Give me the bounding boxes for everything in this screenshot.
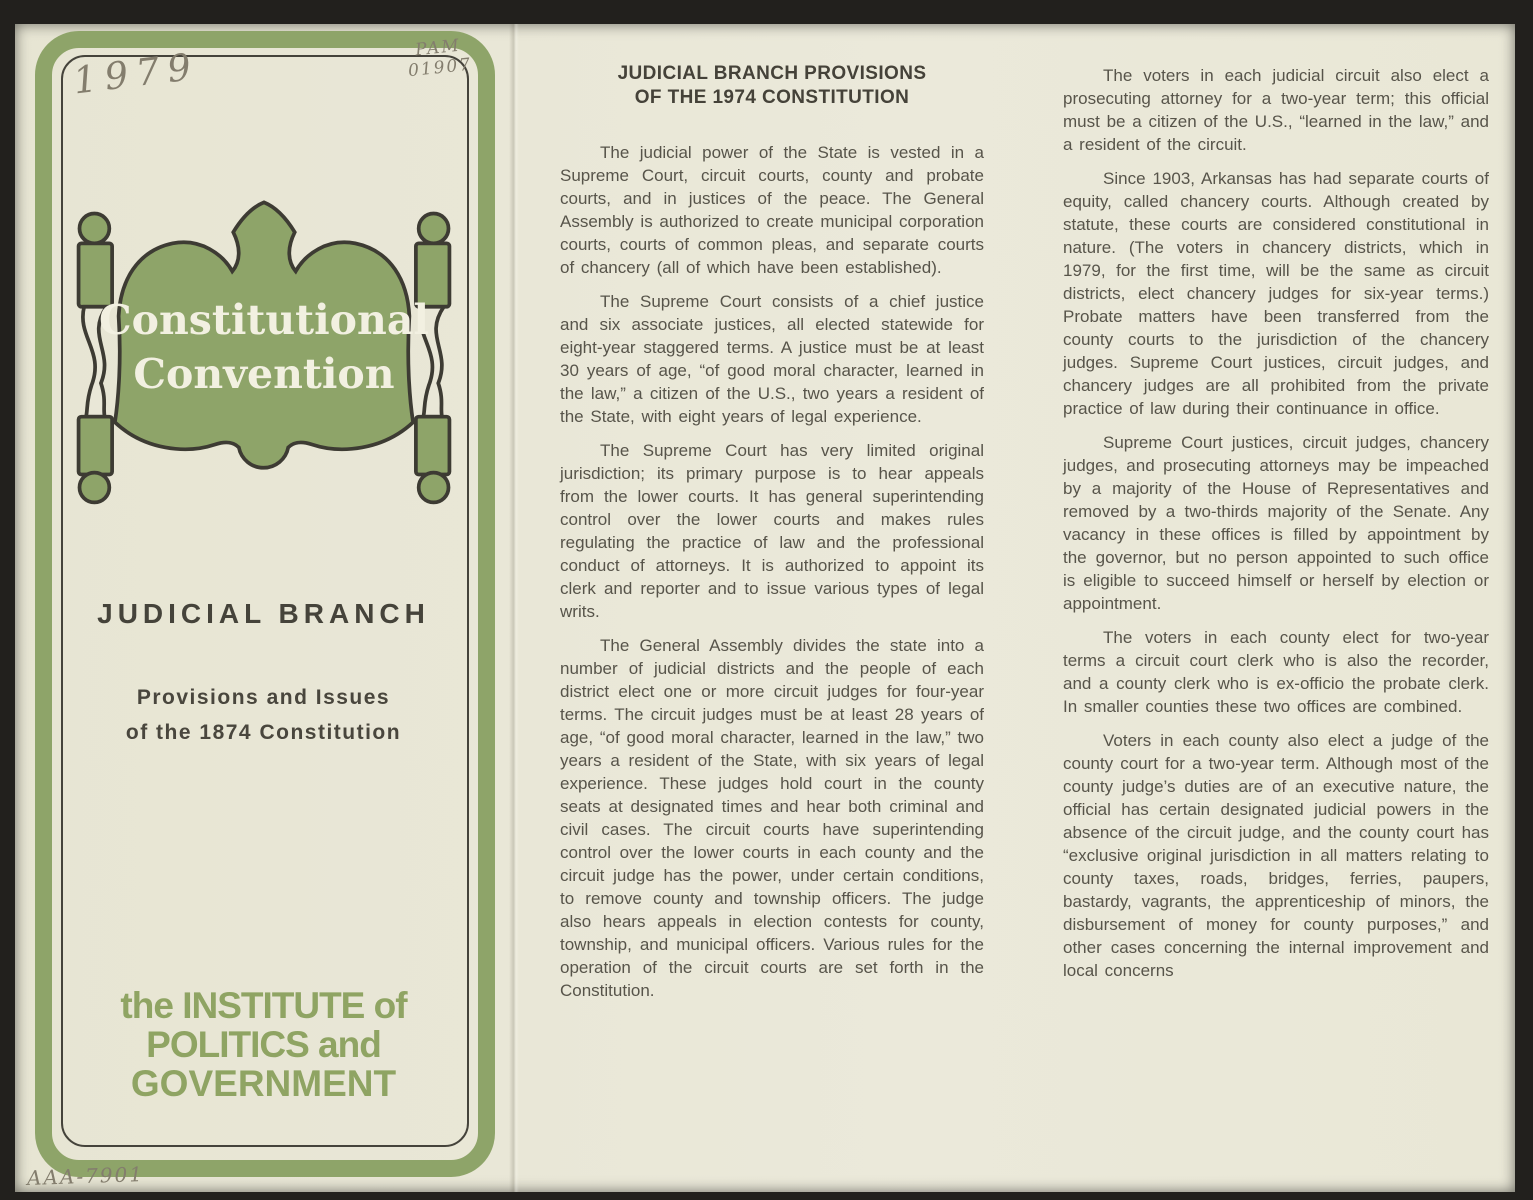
catalog-line-1: PAM [414,35,462,61]
article-paragraph: The voters in each judicial circuit also elect a prosecuting attorney for a two-year term; this official must be a citizen of the U.S., “learned in the law,” and a resident of the circuit. [1063,66,1489,154]
article-paragraph: Since 1903, Arkansas has had separate courts of equity, called chancery courts. Although created by statute, these courts are considered constitutional in nature. (The voters in chancery districts, which in 1979, for the first time, will be the same as circuit districts, elect chancery judges for six-year terms.) Probate matters have been transferred from the county courts to the jurisdiction of the chancery judges. Supreme Court justices, circuit judges, and chancery judges are all prohibited from the private practice of law during their continuance in office. [1063,169,1489,418]
cover-panel [15,24,512,1192]
article-paragraph: The General Assembly divides the state into a number of judicial districts and the people of each district elect one or more circuit judges for four-year terms. The circuit judges must be at least 28 years of age, “of good moral character, learned in the law,” two years a resident of the State, with six years of legal experience. These judges hold court in the county seats at designated times and hear both criminal and civil cases. The circuit courts have superintending control over the lower courts in each county and the circuit judge has the power, under certain conditions, to remove county and township officers. The judge also hears appeals in election contests for county, township, and municipal officers. Various rules for the operation of the circuit courts are set forth in the Constitution. [560,636,984,1000]
article-paragraph: The Supreme Court has very limited original jurisdiction; its primary purpose is to hear appeals from the lower courts. It has general superintending control over the lower courts and makes rules regulating the practice of law and the professional conduct of attorneys. It is authorized to appoint its clerk and reporter and to issue various types of legal writs. [560,441,984,621]
institute-logo-line-3: GOVERNMENT [130,1063,397,1104]
handwritten-catalog-number [405,35,473,81]
article-paragraph: Supreme Court justices, circuit judges, chancery judges, and prosecuting attorneys may be impeached by a majority of the House of Representatives and removed by a two-thirds majority of the Senate. Any vacancy in these offices is filled by appointment by the governor, but no person appointed to such office is eligible to succeed himself or herself by election or appointment. [1063,433,1489,613]
article-heading [560,62,984,110]
handwritten-year: 1979 [70,44,202,103]
article-paragraph: Voters in each county also elect a judge of the county court for a two-year term. Although most of the county judge’s duties are of an executive nature, the official has certain designated judicial powers in the absence of the circuit judge, and the county court has “exclusive original jurisdiction in all matters relating to county taxes, roads, bridges, ferries, paupers, bastardy, vagrants, the apprenticeship of minors, the disbursement of money for county purposes,” and other cases concerning the internal improvement and local concerns [1063,731,1489,980]
catalog-line-2: 01907 [407,54,474,82]
fold-crease [509,24,519,1192]
article-paragraph: The judicial power of the State is vested in a Supreme Court, circuit courts, county and probate courts, and in justices of the peace. The General Assembly is authorized to create municipal corporation courts, courts of common pleas, and separate courts of chancery (all of which have been established). [560,143,984,277]
pamphlet-sheet [15,24,1515,1192]
handwritten-accession: AAA-7901 [26,1161,145,1191]
article-paragraph: The voters in each county elect for two-year terms a circuit court clerk who is also the recorder, and a county clerk who is ex-officio the probate clerk. In smaller counties these two offices are combined. [1063,628,1489,716]
article-heading-line-2: OF THE 1974 CONSTITUTION [634,87,910,108]
sign-title-line-1: Constitutional [99,296,429,344]
institute-logo-line-2: POLITICS and [146,1024,381,1065]
constitutional-convention-sign [59,166,469,524]
cover-subtitle-line-2: of the 1874 Constitution [125,721,402,744]
sign-title [59,294,469,402]
article-column-1 [560,62,984,1002]
article-column-2 [1063,64,1489,982]
article-paragraph: The Supreme Court consists of a chief justice and six associate justices, all elected statewide for eight-year staggered terms. A justice must be at least 30 years of age, “of good moral character, learned in the law,” a citizen of the U.S., two years a resident of the State, with eight years of legal experience. [560,292,984,426]
cover-title: JUDICIAL BRANCH [97,598,430,629]
institute-logo [15,986,512,1103]
institute-logo-line-1: the INSTITUTE of [120,985,407,1026]
article-heading-line-1: JUDICIAL BRANCH PROVISIONS [617,63,927,84]
cover-subtitle [15,680,512,750]
sign-title-line-2: Convention [133,350,395,398]
cover-subtitle-line-1: Provisions and Issues [136,686,391,709]
